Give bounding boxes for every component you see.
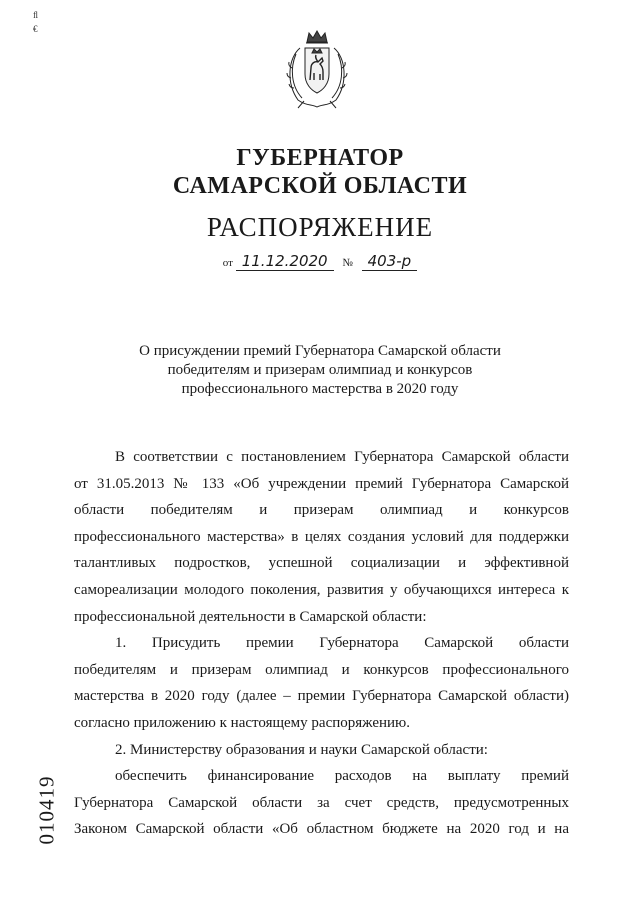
corner-mark: € bbox=[33, 24, 38, 34]
subject-line: О присуждении премий Губернатора Самарской области bbox=[139, 343, 501, 359]
corner-marks bbox=[33, 8, 38, 36]
corner-mark: ﬂ bbox=[33, 10, 39, 20]
body-line: 2. Министерству образования и науки Самарской области: bbox=[115, 741, 488, 758]
date-value: 11.12.2020 bbox=[236, 252, 334, 271]
body-line: победителям и призерам олимпиад и конкурсов профессионального bbox=[74, 661, 569, 678]
body-line: обеспечить финансирование расходов на выплату премий bbox=[115, 768, 569, 785]
document-subject bbox=[120, 342, 520, 399]
coat-of-arms-emblem bbox=[276, 28, 358, 110]
body-line: мастерства в 2020 году (далее – премии Губернатора Самарской области) bbox=[74, 688, 569, 705]
body-line: 1. Присудить премии Губернатора Самарской области bbox=[115, 635, 569, 652]
document-body bbox=[74, 444, 569, 843]
body-line: профессионального мастерства» в целях создания условий для поддержки bbox=[74, 528, 569, 545]
side-serial-stamp bbox=[32, 760, 62, 860]
body-line: Губернатора Самарской области за счет средств, предусмотренных bbox=[74, 794, 569, 811]
number-value: 403-р bbox=[362, 252, 418, 271]
body-line: Законом Самарской области «Об областном бюджете на 2020 год и на bbox=[74, 821, 569, 838]
authority-title-line-1: ГУБЕРНАТОР bbox=[236, 145, 404, 171]
subject-line: победителям и призерам олимпиад и конкурсов bbox=[167, 362, 473, 378]
number-label: № bbox=[342, 257, 353, 269]
document-type: РАСПОРЯЖЕНИЕ bbox=[206, 212, 434, 242]
authority-title-line-2: САМАРСКОЙ ОБЛАСТИ bbox=[172, 173, 468, 199]
body-line: области победителям и призерам олимпиад и конкурсов bbox=[74, 502, 569, 519]
body-line: талантливых подростков, успешной социализации и эффективной bbox=[74, 555, 569, 572]
body-line: самореализации молодого поколения, развития у обучающихся интереса к bbox=[74, 581, 569, 598]
body-line: В соответствии с постановлением Губернатора Самарской области bbox=[115, 449, 569, 465]
body-line: от 31.05.2013 № 133 «Об учреждении премий Губернатора Самарской bbox=[74, 475, 569, 492]
body-line: согласно приложению к настоящему распоряжению. bbox=[74, 714, 411, 731]
side-serial-number: 010419 bbox=[34, 775, 59, 845]
date-number-line bbox=[0, 252, 640, 271]
body-line: профессиональной деятельности в Самарской области: bbox=[74, 608, 427, 625]
subject-line: профессионального мастерства в 2020 году bbox=[181, 381, 459, 397]
date-label: от bbox=[222, 257, 233, 269]
